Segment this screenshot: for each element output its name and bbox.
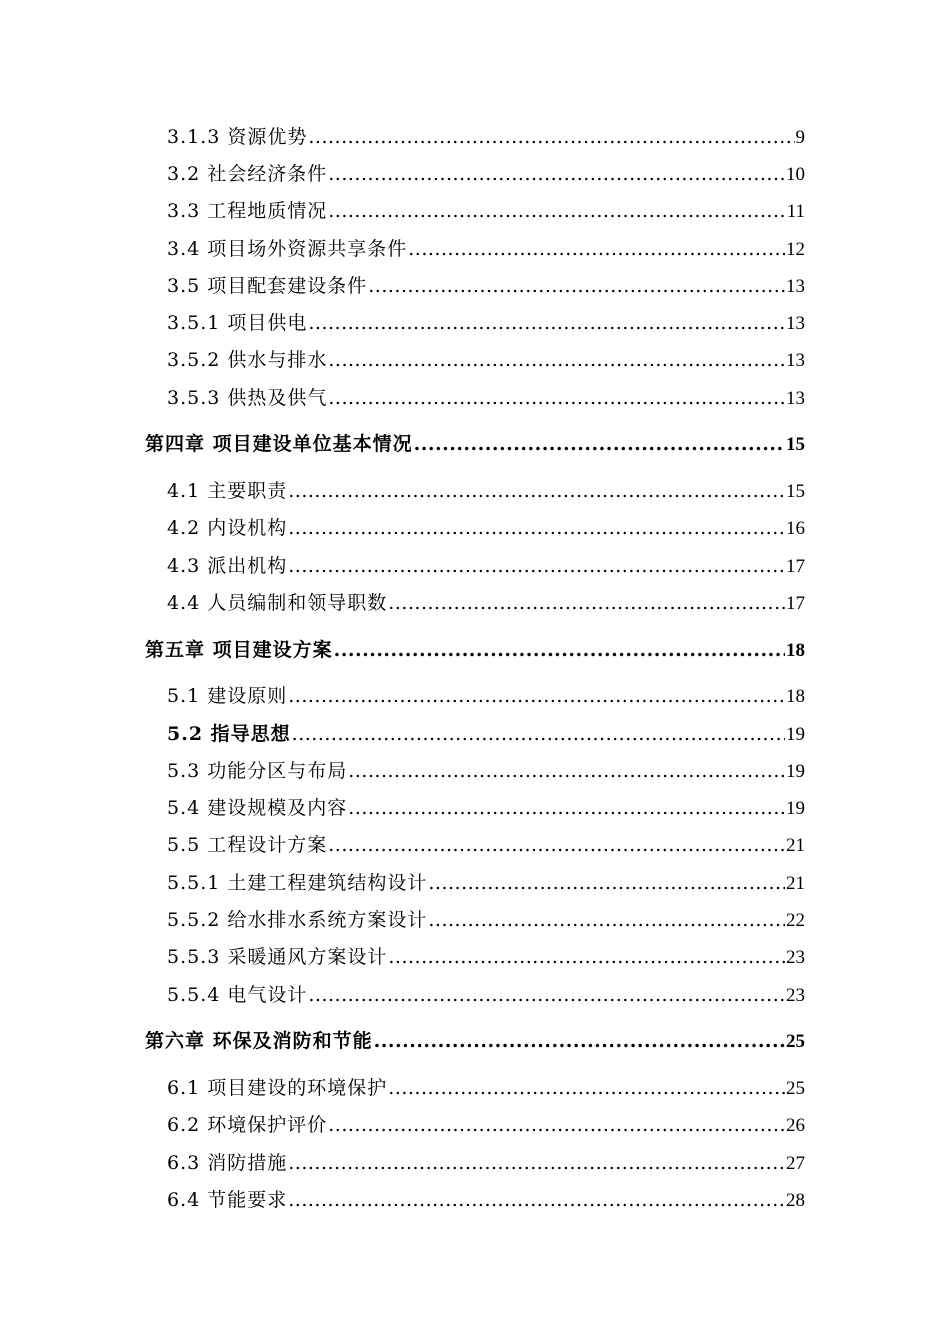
toc-leader-dots: [388, 1075, 785, 1101]
toc-entry-title: 3.5 项目配套建设条件: [167, 275, 368, 297]
toc-entry-page: 19: [786, 724, 805, 745]
toc-entry-title: 4.2 内设机构: [167, 517, 288, 539]
toc-entry-title: 5.2 指导思想: [167, 723, 291, 745]
toc-entry-title: 5.5.3 采暖通风方案设计: [167, 946, 388, 968]
toc-leader-dots: [328, 198, 785, 224]
toc-entry-page: 21: [786, 873, 805, 894]
toc-entry-6-1[interactable]: [167, 1075, 805, 1102]
toc-entry-page: 27: [786, 1153, 805, 1174]
toc-entry-6-4[interactable]: [167, 1187, 805, 1214]
toc-entry-page: 25: [786, 1078, 805, 1099]
toc-entry-title: 3.5.1 项目供电: [167, 312, 308, 334]
toc-entry-title: 5.5.4 电气设计: [167, 984, 308, 1006]
toc-entry-3-5-1[interactable]: [167, 310, 805, 337]
toc-entry-title: 3.5.2 供水与排水: [167, 349, 328, 371]
toc-entry-3-1-3[interactable]: [167, 124, 805, 151]
toc-entry-3-5[interactable]: [167, 273, 805, 300]
toc-entry-5-5[interactable]: [167, 832, 805, 859]
toc-leader-dots: [408, 236, 785, 262]
toc-entry-3-4[interactable]: [167, 236, 805, 263]
toc-entry-page: 23: [786, 947, 805, 968]
toc-entry-page: 15: [786, 434, 805, 455]
toc-entry-page: 11: [786, 201, 805, 222]
toc-entry-title: 3.4 项目场外资源共享条件: [167, 238, 408, 260]
toc-leader-dots: [288, 1150, 785, 1176]
toc-entry-page: 12: [786, 239, 805, 260]
toc-entry-page: 16: [786, 518, 805, 539]
toc-chapter-6[interactable]: [145, 1028, 805, 1055]
toc-entry-5-1[interactable]: [167, 683, 805, 710]
toc-entry-page: 9: [795, 127, 805, 148]
toc-entry-title: 5.4 建设规模及内容: [167, 797, 348, 819]
toc-chapter-title: 第四章 项目建设单位基本情况: [145, 433, 413, 455]
toc-entry-title: 4.3 派出机构: [167, 555, 288, 577]
toc-leader-dots: [428, 907, 785, 933]
toc-entry-4-1[interactable]: [167, 478, 805, 505]
toc-entry-title: 6.4 节能要求: [167, 1189, 288, 1211]
toc-entry-page: 13: [786, 313, 805, 334]
toc-entry-title: 6.3 消防措施: [167, 1152, 288, 1174]
toc-leader-dots: [428, 870, 785, 896]
toc-entry-5-5-2[interactable]: [167, 907, 805, 934]
toc-entry-4-4[interactable]: [167, 590, 805, 617]
toc-entry-6-3[interactable]: [167, 1150, 805, 1177]
toc-entry-4-3[interactable]: [167, 553, 805, 580]
toc-entry-5-5-4[interactable]: [167, 982, 805, 1009]
toc-leader-dots: [334, 637, 785, 663]
toc-entry-5-5-3[interactable]: [167, 944, 805, 971]
toc-entry-5-5-1[interactable]: [167, 870, 805, 897]
toc-entry-title: 6.2 环境保护评价: [167, 1114, 328, 1136]
toc-leader-dots: [374, 1028, 785, 1054]
toc-leader-dots: [308, 124, 794, 150]
toc-entry-5-4[interactable]: [167, 795, 805, 822]
toc-entry-title: 5.5.2 给水排水系统方案设计: [167, 909, 428, 931]
toc-entry-page: 13: [786, 276, 805, 297]
toc-leader-dots: [368, 273, 785, 299]
toc-leader-dots: [328, 1112, 785, 1138]
toc-leader-dots: [328, 161, 785, 187]
toc-entry-title: 4.1 主要职责: [167, 480, 288, 502]
toc-entry-title: 3.2 社会经济条件: [167, 163, 328, 185]
toc-entry-page: 28: [786, 1190, 805, 1211]
toc-entry-5-2[interactable]: [167, 721, 805, 748]
toc-leader-dots: [328, 347, 785, 373]
toc-entry-title: 5.1 建设原则: [167, 685, 288, 707]
toc-entry-3-3[interactable]: [167, 198, 805, 225]
toc-entry-title: 5.5.1 土建工程建筑结构设计: [167, 872, 428, 894]
toc-entry-title: 3.5.3 供热及供气: [167, 387, 328, 409]
toc-entry-page: 18: [786, 640, 805, 661]
toc-entry-title: 5.3 功能分区与布局: [167, 760, 348, 782]
toc-entry-page: 19: [786, 761, 805, 782]
toc-chapter-4[interactable]: [145, 431, 805, 458]
toc-leader-dots: [288, 478, 785, 504]
toc-leader-dots: [388, 944, 785, 970]
toc-entry-page: 13: [786, 388, 805, 409]
toc-entry-title: 5.5 工程设计方案: [167, 834, 328, 856]
toc-entry-title: 3.1.3 资源优势: [167, 126, 308, 148]
toc-entry-title: 4.4 人员编制和领导职数: [167, 592, 388, 614]
toc-leader-dots: [292, 721, 785, 747]
toc-entry-page: 17: [786, 593, 805, 614]
toc-entry-title: 6.1 项目建设的环境保护: [167, 1077, 388, 1099]
toc-leader-dots: [288, 683, 785, 709]
toc-leader-dots: [348, 758, 785, 784]
toc-entry-6-2[interactable]: [167, 1112, 805, 1139]
toc-entry-page: 18: [786, 686, 805, 707]
toc-leader-dots: [288, 515, 785, 541]
toc-leader-dots: [388, 590, 785, 616]
toc-entry-5-3[interactable]: [167, 758, 805, 785]
toc-leader-dots: [288, 1187, 785, 1213]
toc-entry-3-2[interactable]: [167, 161, 805, 188]
toc-leader-dots: [348, 795, 785, 821]
toc-leader-dots: [414, 431, 785, 457]
toc-entry-title: 3.3 工程地质情况: [167, 200, 328, 222]
toc-entry-page: 13: [786, 350, 805, 371]
toc-entry-page: 23: [786, 985, 805, 1006]
toc-leader-dots: [308, 310, 785, 336]
toc-entry-page: 26: [786, 1115, 805, 1136]
toc-entry-3-5-3[interactable]: [167, 385, 805, 412]
toc-entry-page: 17: [786, 556, 805, 577]
toc-entry-page: 19: [786, 798, 805, 819]
toc-entry-page: 22: [786, 910, 805, 931]
toc-leader-dots: [328, 832, 785, 858]
toc-leader-dots: [328, 385, 785, 411]
toc-entry-3-5-2[interactable]: [167, 347, 805, 374]
toc-leader-dots: [308, 982, 785, 1008]
toc-chapter-title: 第六章 环保及消防和节能: [145, 1030, 373, 1052]
toc-entry-page: 25: [786, 1031, 805, 1052]
toc-chapter-title: 第五章 项目建设方案: [145, 639, 333, 661]
toc-entry-page: 15: [786, 481, 805, 502]
toc-entry-page: 21: [786, 835, 805, 856]
toc-entry-page: 10: [786, 164, 805, 185]
toc-leader-dots: [288, 553, 785, 579]
toc-chapter-5[interactable]: [145, 637, 805, 664]
toc-entry-4-2[interactable]: [167, 515, 805, 542]
